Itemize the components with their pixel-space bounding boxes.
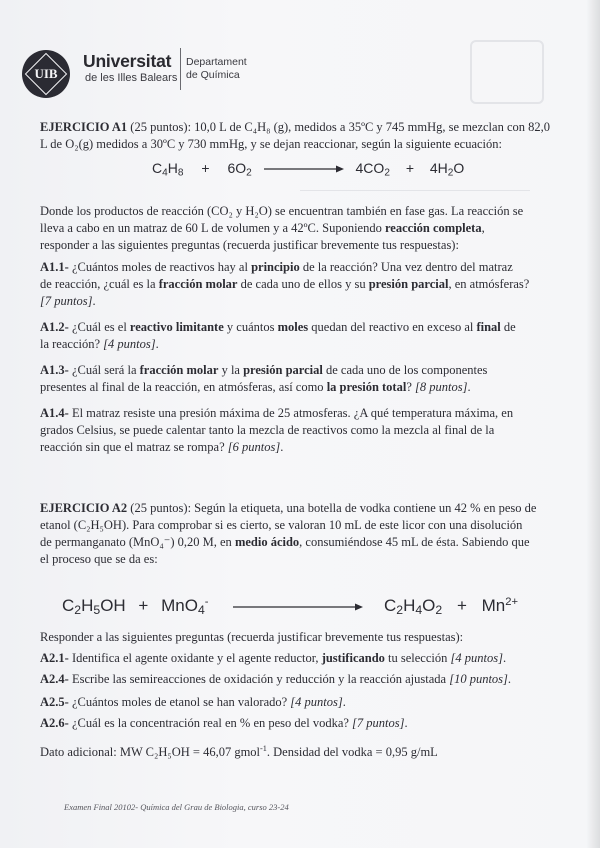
department-line2: de Química xyxy=(186,69,240,81)
showthrough-line xyxy=(300,190,530,191)
university-subtitle: de les Illes Balears xyxy=(85,72,178,84)
ex1-question1-line1: A1.1- ¿Cuántos moles de reactivos hay al principio de la reacción? Una vez dentro del matraz xyxy=(40,260,513,274)
page-edge-shadow xyxy=(586,0,600,848)
ex1-intro-line1: EJERCICIO A1 (25 puntos): 10,0 L de C₄H₈ (g), medidos a 35ºC y 745 mmHg, se mezclan con 82,0 xyxy=(40,120,550,134)
footer-course: Examen Final 20102- Química del Grau de Biologia, curso 23-24 xyxy=(64,802,289,812)
ex2-question3: A2.5- ¿Cuántos moles de etanol se han valorado? [4 puntos]. xyxy=(40,695,346,709)
ex1-question3-line2: presentes al final de la reacción, en atmósferas, así como la presión total? [8 puntos]. xyxy=(40,380,471,394)
ex1-question4-line1: A1.4- El matraz resiste una presión máxima de 25 atmosferas. ¿A qué temperatura máxima, en xyxy=(40,406,514,420)
ex2-line1: EJERCICIO A2 (25 puntos): Según la etiqueta, una botella de vodka contiene un 42 % en peso de xyxy=(40,501,537,515)
ex2-line4: el proceso que se da es: xyxy=(40,552,158,566)
ex1-question1-line2: de reacción, ¿cuál es la fracción molar de cada uno de ellos y su presión parcial, en atmósferas? xyxy=(40,277,530,291)
ex2-question4: A2.6- ¿Cuál es la concentración real en % en peso del vodka? [7 puntos]. xyxy=(40,716,408,730)
ex2-question2: A2.4- Escribe las semireacciones de oxidación y reducción y la reacción ajustada [10 puntos]. xyxy=(40,672,512,686)
department-line1: Departament xyxy=(186,56,247,68)
ex2-line2: etanol (C₂H₅OH). Para comprobar si es cierto, se valoran 10 mL de este licor con una disolución xyxy=(40,518,523,532)
ex2-additional-data: Dato adicional: MW C₂H₅OH = 46,07 gmol$^{-1}$. Densidad del vodka = 0,95 g/mL xyxy=(40,744,438,760)
ex2-line3: de permanganato (MnO₄⁻) 0,20 M, en medio ácido, consumiéndose 45 mL de ésta. Sabiendo que xyxy=(40,535,530,549)
ex1-title: EJERCICIO A1 xyxy=(40,120,128,134)
logo-text: UIB xyxy=(34,66,58,81)
ex1-intro-line2: L de O₂(g) medidos a 30ºC y 730 mmHg, y se dejan reaccionar, según la siguiente ecuación: xyxy=(40,137,502,151)
ex2-question1: A2.1- Identifica el agente oxidante y el agente reductor, justificando tu selección [4 puntos]. xyxy=(40,651,507,665)
ex1-question4-line2: grados Celsius, se puede calentar tanto la mezcla de reactivos como la mezcla al final de la xyxy=(40,423,495,437)
university-logo xyxy=(22,50,70,98)
ex1-paragraph-line1: Donde los productos de reacción (CO₂ y H₂O) se encuentran también en fase gas. La reacción se xyxy=(40,204,524,218)
reaction-arrow-icon xyxy=(264,164,344,174)
university-name: Universitat xyxy=(83,51,172,71)
ex2-intro: Responder a las siguientes preguntas (recuerda justificar brevemente tus respuestas): xyxy=(40,630,464,644)
ex1-question1-line3: [7 puntos]. xyxy=(40,294,96,308)
reaction-arrow-icon-2 xyxy=(233,602,363,612)
ex1-paragraph-line2: lleva a cabo en un matraz de 60 L de volumen y a 42ºC. Suponiendo reacción completa, xyxy=(40,221,485,235)
ex1-paragraph-line3: responder a las siguientes preguntas (recuerda justificar brevemente tus respuestas): xyxy=(40,238,459,252)
ex2-equation: $C_2H_5OH + MnO_4^-$ $C_2H_4O_2 + Mn^{2+}$ xyxy=(62,596,519,618)
ex1-question4-line3: reacción sin que el matraz se rompa? [6 puntos]. xyxy=(40,440,284,454)
header-separator xyxy=(180,48,181,90)
ex1-question2-line1: A1.2- ¿Cuál es el reactivo limitante y cuántos moles quedan del reactivo en exceso al final de xyxy=(40,320,516,334)
ex1-equation: $C_4H_8 + 6O_2$ $4CO_2 + 4H_2O$ xyxy=(152,160,465,179)
ex1-question2-line2: la reacción? [4 puntos]. xyxy=(40,337,159,351)
ex1-question3-line1: A1.3- ¿Cuál será la fracción molar y la presión parcial de cada uno de los componentes xyxy=(40,363,488,377)
showthrough-logo xyxy=(470,40,544,104)
ex2-title: EJERCICIO A2 xyxy=(40,501,128,515)
